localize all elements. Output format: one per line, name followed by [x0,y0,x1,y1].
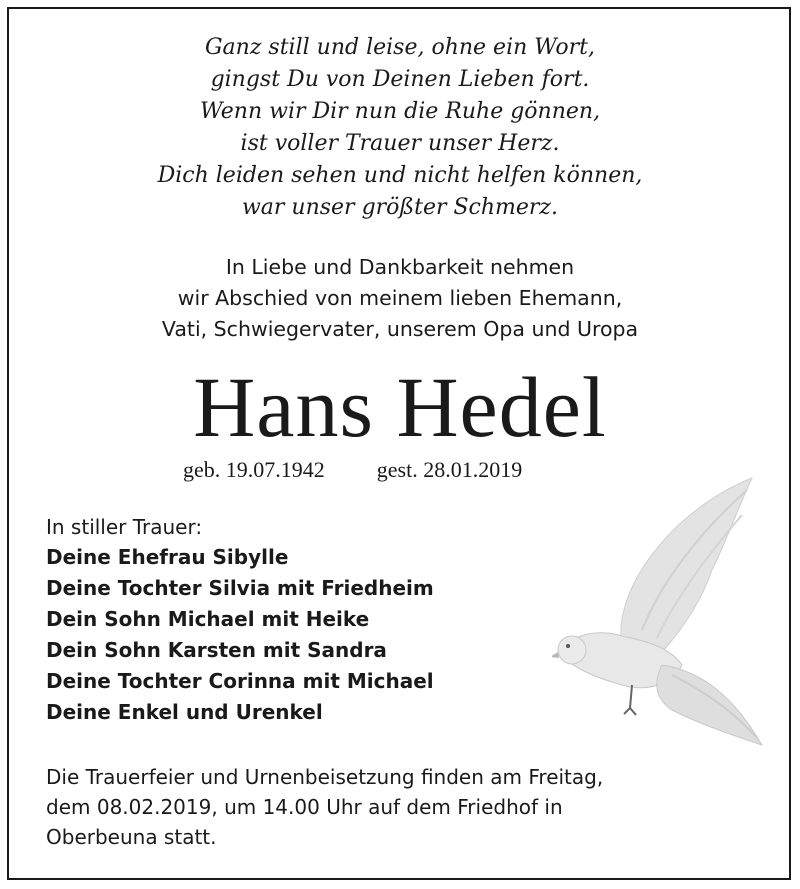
birth-date: geb. 19.07.1942 [183,457,325,482]
mourners-block [46,512,434,728]
mourner-entry: Deine Enkel und Urenkel [46,700,323,724]
mourners-label: In stiller Trauer: [46,515,203,539]
poem-line: gingst Du von Deinen Lieben fort. [210,67,590,92]
mourner-entry: Deine Tochter Corinna mit Michael [46,669,434,693]
mourner-entry: Dein Sohn Karsten mit Sandra [46,638,387,662]
intro-line: In Liebe und Dankbarkeit nehmen [225,255,575,279]
notice-line: dem 08.02.2019, um 14.00 Uhr auf dem Friedhof in [46,795,563,819]
dove-icon [552,470,772,760]
intro-line: wir Abschied von meinem lieben Ehemann, [177,286,623,310]
poem-line: war unser größter Schmerz. [241,195,559,220]
poem-line: ist voller Trauer unser Herz. [240,131,560,156]
deceased-name: Hans Hedel [193,359,607,455]
intro-line: Vati, Schwiegervater, unserem Opa und Uropa [161,317,639,341]
mourner-entry: Deine Ehefrau Sibylle [46,545,289,569]
intro-text [0,252,800,345]
life-dates [183,456,522,484]
mourner-entry: Dein Sohn Michael mit Heike [46,607,370,631]
notice-line: Oberbeuna statt. [46,825,217,849]
poem-line: Dich leiden sehen und nicht helfen können, [157,163,643,188]
death-date: gest. 28.01.2019 [376,457,523,482]
mourner-entry: Deine Tochter Silvia mit Friedheim [46,576,434,600]
poem-line: Ganz still und leise, ohne ein Wort, [204,35,595,60]
poem [0,32,800,224]
notice-line: Die Trauerfeier und Urnenbeisetzung finden am Freitag, [46,765,604,789]
poem-line: Wenn wir Dir nun die Ruhe gönnen, [199,99,601,124]
funeral-notice [46,762,766,852]
